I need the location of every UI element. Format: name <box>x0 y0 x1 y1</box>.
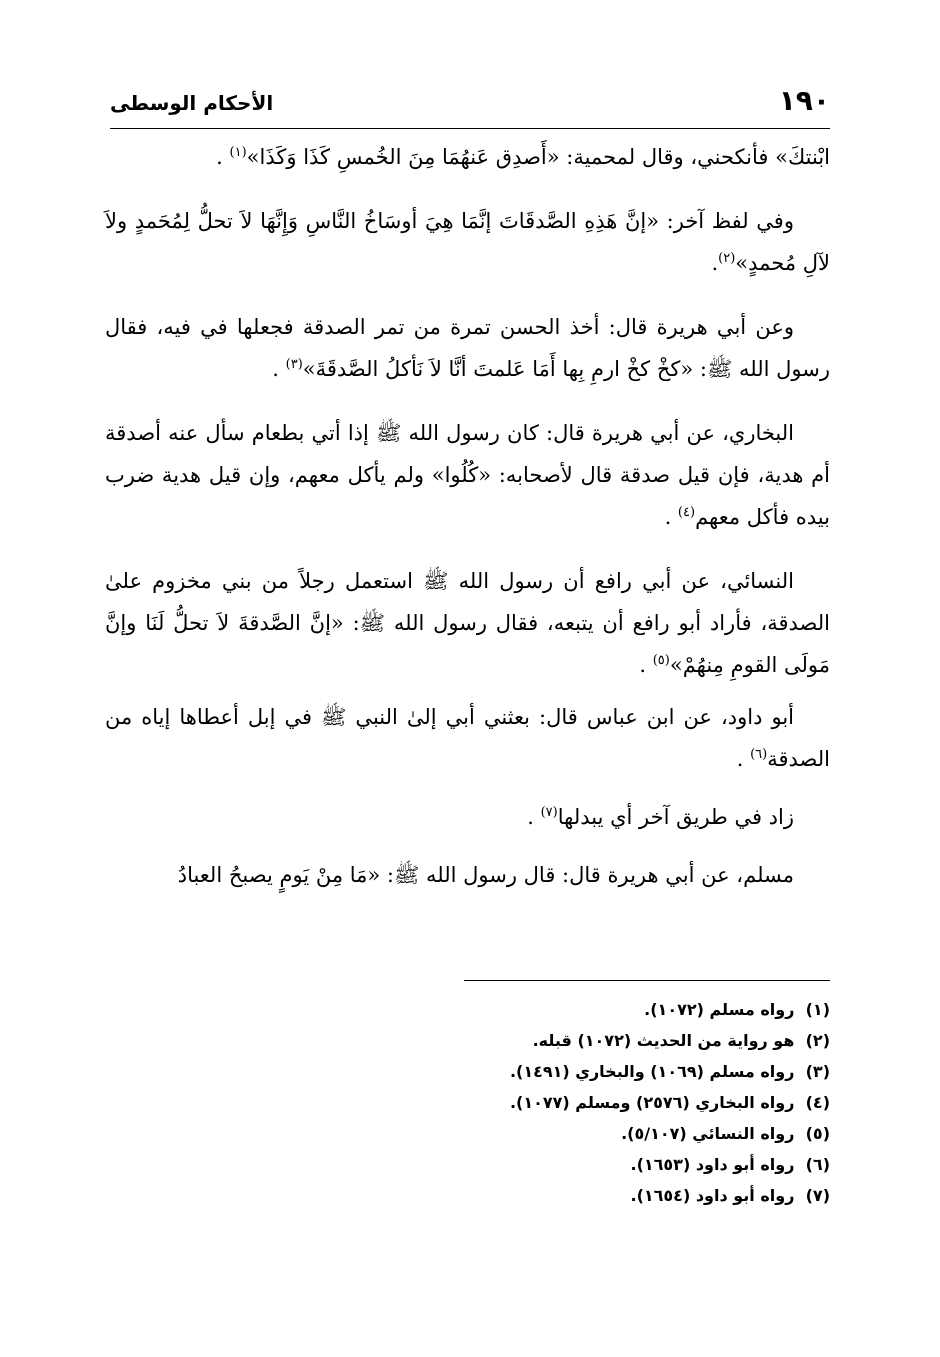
paragraph: البخاري، عن أبي هريرة قال: كان رسول الله ﷺ إذا أتي بطعام سأل عنه أصدقة أم هدية، فإن قيل صدقة قال لأصحابه: «كُلُوا» ولم يأكل معهم، وإن قيل هدية ضرب بيده فأكل معهم$^{(٤)}$ . <box>105 421 830 529</box>
footnote-ref: (٦) <box>750 747 768 762</box>
footnote-text: هو رواية من الحديث (١٠٧٢) قبله. <box>532 1031 795 1050</box>
footnote <box>300 1025 830 1056</box>
footnote-text: رواه أبو داود (١٦٥٤). <box>630 1186 795 1205</box>
footnote-number: (٥) <box>805 1124 830 1143</box>
paragraph: النسائي، عن أبي رافع أن رسول الله ﷺ استعمل رجلاً من بني مخزوم علىٰ الصدقة، فأراد أبو رافع أن يتبعه، فقال رسول الله ﷺ: «إنَّ الصَّدقةَ لاَ تحلُّ لَنَا وإنَّ مَولَى القومِ مِنهُمْ»$^{(٥)}$ . <box>105 569 830 677</box>
footnote-ref: (٢) <box>718 251 736 266</box>
footnote-number: (٤) <box>805 1093 830 1112</box>
footnote-number: (٣) <box>805 1062 830 1081</box>
footnote-text: رواه البخاري (٢٥٧٦) ومسلم (١٠٧٧). <box>509 1093 795 1112</box>
paragraph: زاد في طريق آخر أي يبدلها$^{(٧)}$ . <box>527 805 794 829</box>
footnote <box>300 1087 830 1118</box>
footnote-ref: (١) <box>229 145 247 160</box>
footnote-number: (١) <box>805 1000 830 1019</box>
paragraph: أبو داود، عن ابن عباس قال: بعثني أبي إلىٰ النبي ﷺ في إبل أعطاها إياه من الصدقة$^{(٦)}$ . <box>105 705 830 771</box>
footnote-rule <box>464 980 830 981</box>
footnote-ref: (٣) <box>285 357 303 372</box>
footnote-text: رواه النسائي (٥/١٠٧). <box>621 1124 795 1143</box>
header-rule <box>110 128 830 129</box>
paragraph: ابْنتكَ» فأنكحني، وقال لمحمية: «أَصدِق عَنهُمَا مِنَ الخُمسِ كَذَا وَكَذَا»$^{(١)}$ . <box>216 145 830 169</box>
page-number: ١٩٠ <box>778 84 830 117</box>
paragraph: وفي لفظ آخر: «إنَّ هَذِهِ الصَّدقَاتَ إنَّمَا هِيَ أوسَاخُ النَّاسِ وَإِنَّهَا لاَ تحلُّ لِمُحَمدٍ ولاَ لآلِ مُحمدٍ»$^{(٢)}$. <box>105 209 830 275</box>
footnote-number: (٧) <box>805 1186 830 1205</box>
footnote-ref: (٤) <box>677 505 696 520</box>
paragraph: مسلم، عن أبي هريرة قال: قال رسول الله ﷺ: «مَا مِنْ يَومٍ يصبحُ العبادُ <box>177 863 794 887</box>
footnote <box>300 1118 830 1149</box>
running-title: الأحكام الوسطى <box>110 91 274 115</box>
footnote-ref: (٧) <box>540 805 558 820</box>
footnote <box>300 1180 830 1211</box>
footnote <box>300 994 830 1025</box>
footnote-number: (٦) <box>805 1155 830 1174</box>
paragraph: وعن أبي هريرة قال: أخذ الحسن تمرة من تمر الصدقة فجعلها في فيه، فقال رسول الله ﷺ: «كخْ كخْ ارمِ بِها أَمَا عَلمتَ أنَّا لاَ نَأكلُ الصَّدقَةَ»$^{(٣)}$ . <box>105 315 830 381</box>
footnote <box>300 1149 830 1180</box>
page-header <box>110 84 830 122</box>
footnotes <box>300 994 830 1211</box>
footnote-ref: (٥) <box>652 653 670 668</box>
footnote-text: رواه أبو داود (١٦٥٣). <box>630 1155 795 1174</box>
footnote <box>300 1056 830 1087</box>
footnote-text: رواه مسلم (١٠٧٢). <box>644 1000 795 1019</box>
footnote-number: (٢) <box>805 1031 830 1050</box>
main-text <box>105 130 830 896</box>
footnote-text: رواه مسلم (١٠٦٩) والبخاري (١٤٩١). <box>509 1062 795 1081</box>
